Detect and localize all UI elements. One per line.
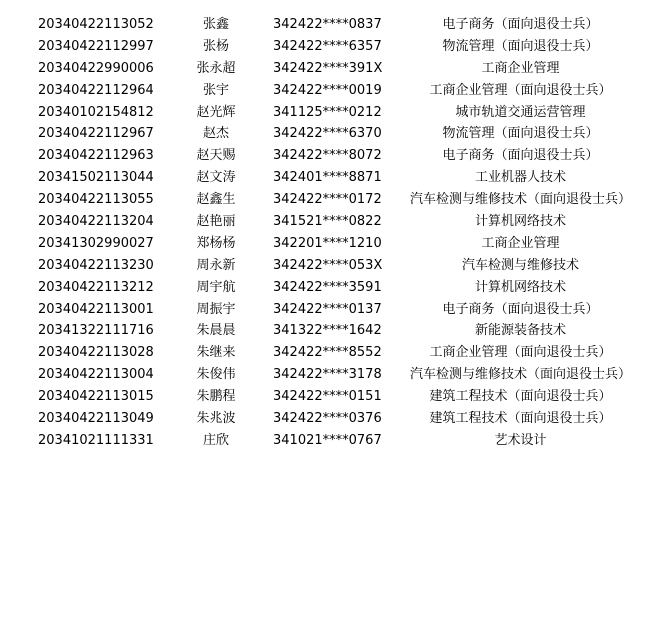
- table-row: [0, 14, 662, 36]
- major-cell: 艺术设计: [494, 432, 547, 448]
- student-id-cell: 20340422113230: [38, 257, 154, 273]
- id-card-cell: 342401****8871: [273, 170, 382, 186]
- name-cell: 张杨: [202, 38, 229, 54]
- id-card-cell: 342422****0376: [273, 411, 382, 427]
- table-row: [0, 320, 662, 342]
- name-cell: 朱兆波: [196, 411, 236, 427]
- id-card-cell: 341322****1642: [273, 323, 382, 339]
- id-card-cell: 342422****3178: [273, 367, 382, 383]
- id-card-cell: 342422****053X: [273, 257, 383, 273]
- id-card-cell: 342422****6357: [273, 38, 382, 54]
- table-row: [0, 364, 662, 386]
- major-cell: 汽车检测与维修技术: [461, 257, 579, 273]
- major-cell: 计算机网络技术: [474, 279, 566, 295]
- major-cell: 建筑工程技术（面向退役士兵）: [429, 389, 612, 405]
- table-row: [0, 167, 662, 189]
- id-card-cell: 342201****1210: [273, 235, 382, 251]
- name-cell: 郑杨杨: [196, 235, 236, 251]
- table-row: [0, 36, 662, 58]
- id-card-cell: 341521****0822: [273, 214, 382, 230]
- id-card-cell: 342422****0837: [273, 17, 382, 32]
- name-cell: 赵艳丽: [196, 214, 236, 230]
- table-row: [0, 80, 662, 102]
- major-cell: 工商企业管理: [481, 60, 560, 76]
- name-cell: 张永超: [196, 60, 236, 76]
- name-cell: 张鑫: [202, 17, 229, 32]
- name-cell: 庄欣: [202, 432, 229, 448]
- student-id-cell: 20340422113052: [38, 17, 154, 32]
- major-cell: 电子商务（面向退役士兵）: [442, 148, 599, 164]
- major-cell: 物流管理（面向退役士兵）: [442, 38, 599, 54]
- name-cell: 赵杰: [202, 126, 229, 142]
- major-cell: 新能源装备技术: [474, 323, 566, 339]
- major-cell: 工商企业管理（面向退役士兵）: [429, 345, 612, 361]
- major-cell: 城市轨道交通运营管理: [455, 104, 586, 120]
- student-id-cell: 20340422113001: [38, 301, 154, 317]
- student-id-cell: 20341021111331: [38, 432, 154, 448]
- name-cell: 张宇: [202, 82, 229, 98]
- table-row: [0, 58, 662, 80]
- major-cell: 汽车检测与维修技术（面向退役士兵）: [409, 367, 631, 383]
- student-id-cell: 20341302990027: [38, 235, 154, 251]
- major-cell: 工商企业管理: [481, 235, 560, 251]
- table-row: [0, 189, 662, 211]
- table-row: [0, 342, 662, 364]
- id-card-cell: 342422****0137: [273, 301, 382, 317]
- student-id-cell: 20340422113212: [38, 279, 154, 295]
- major-cell: 电子商务（面向退役士兵）: [442, 301, 599, 317]
- table-row: [0, 102, 662, 124]
- name-cell: 周永新: [196, 257, 236, 273]
- id-card-cell: 342422****0019: [273, 82, 382, 98]
- major-cell: 计算机网络技术: [474, 214, 566, 230]
- major-cell: 汽车检测与维修技术（面向退役士兵）: [409, 192, 631, 208]
- table-row: [0, 211, 662, 233]
- student-id-cell: 20340422113049: [38, 411, 154, 427]
- student-id-cell: 20340422112964: [38, 82, 154, 98]
- name-cell: 赵鑫生: [196, 192, 236, 208]
- name-cell: 赵光辉: [196, 104, 236, 120]
- student-id-cell: 20340422990006: [38, 60, 154, 76]
- id-card-cell: 341021****0767: [273, 432, 382, 448]
- student-id-cell: 20340422112997: [38, 38, 154, 54]
- table-row: [0, 386, 662, 408]
- student-id-cell: 20340422113015: [38, 389, 154, 405]
- student-id-cell: 20340102154812: [38, 104, 154, 120]
- major-cell: 工业机器人技术: [474, 170, 566, 186]
- table-row: [0, 277, 662, 299]
- major-cell: 物流管理（面向退役士兵）: [442, 126, 599, 142]
- table-row: [0, 145, 662, 167]
- table-row: [0, 299, 662, 321]
- table-row: [0, 430, 662, 452]
- student-id-cell: 20340422113004: [38, 367, 154, 383]
- admission-list-table: [0, 14, 662, 452]
- student-id-cell: 20340422113028: [38, 345, 154, 361]
- name-cell: 朱鹏程: [196, 389, 236, 405]
- student-id-cell: 20340422112967: [38, 126, 154, 142]
- table-row: [0, 408, 662, 430]
- id-card-cell: 341125****0212: [273, 104, 382, 120]
- id-card-cell: 342422****3591: [273, 279, 382, 295]
- major-cell: 工商企业管理（面向退役士兵）: [429, 82, 612, 98]
- name-cell: 赵天赐: [196, 148, 236, 164]
- id-card-cell: 342422****0172: [273, 192, 382, 208]
- name-cell: 朱俊伟: [196, 367, 236, 383]
- student-id-cell: 20340422112963: [38, 148, 154, 164]
- major-cell: 建筑工程技术（面向退役士兵）: [429, 411, 612, 427]
- name-cell: 周振宇: [196, 301, 236, 317]
- id-card-cell: 342422****0151: [273, 389, 382, 405]
- name-cell: 朱晨晨: [196, 323, 236, 339]
- name-cell: 朱继来: [196, 345, 236, 361]
- student-id-cell: 20341322111716: [38, 323, 154, 339]
- student-id-cell: 20340422113204: [38, 214, 154, 230]
- name-cell: 周宇航: [196, 279, 236, 295]
- table-row: [0, 123, 662, 145]
- name-cell: 赵文涛: [196, 170, 236, 186]
- table-row: [0, 233, 662, 255]
- id-card-cell: 342422****391X: [273, 60, 383, 76]
- student-id-cell: 20341502113044: [38, 170, 154, 186]
- student-id-cell: 20340422113055: [38, 192, 154, 208]
- table-row: [0, 255, 662, 277]
- major-cell: 电子商务（面向退役士兵）: [442, 17, 599, 32]
- id-card-cell: 342422****8072: [273, 148, 382, 164]
- id-card-cell: 342422****6370: [273, 126, 382, 142]
- id-card-cell: 342422****8552: [273, 345, 382, 361]
